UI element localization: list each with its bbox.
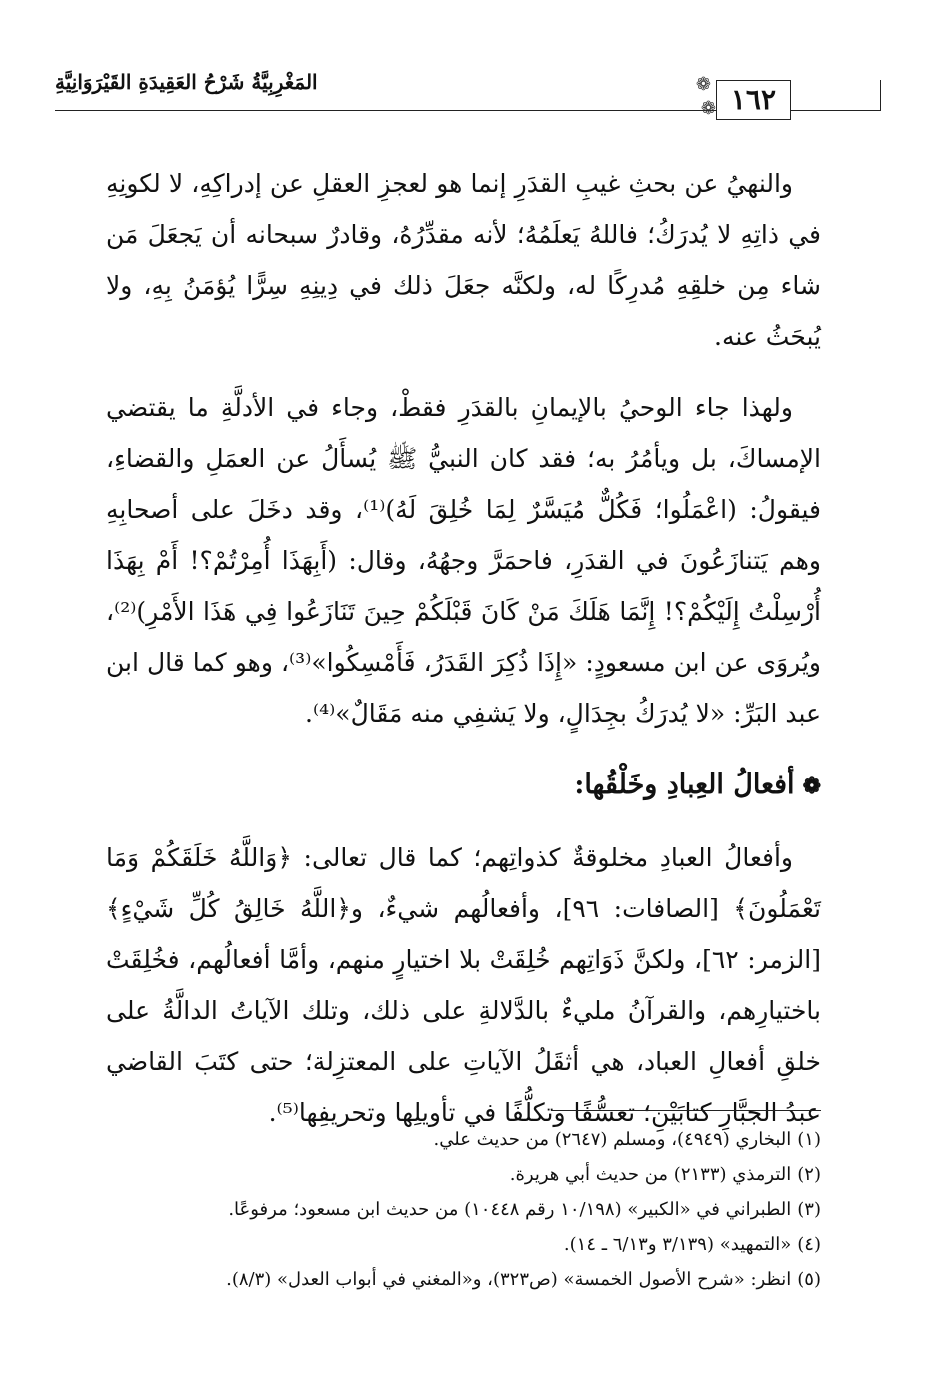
header-rule-edge	[880, 80, 881, 110]
footnote-item	[106, 1157, 821, 1192]
heading-ornament-icon: ❁	[802, 773, 821, 799]
paragraph: ولهذا جاء الوحيُ بالإيمانِ بالقدَرِ فقطْ، وجاء في الأدلَّةِ ما يقتضي الإمساكَ، بل ويأمُرُ به؛ فقد كان النبيُّ ﷺ يُسأَلُ عن العمَلِ والقضاءِ، فيقولُ: (اعْمَلُوا؛ فَكُلٌّ مُيَسَّرٌ لِمَا خُلِقَ لَهُ)⁽¹⁾، وقد دخَلَ على أصحابِهِ وهم يَتنازَعُونَ في القدَرِ، فاحمَرَّ وجهُهُ، وقال: (أَبِهَذَا أُمِرْتُمْ؟! أَمْ بِهَذَا أُرْسِلْتُ إِلَيْكُمْ؟! إِنَّمَا هَلَكَ مَنْ كَانَ قَبْلَكُمْ حِينَ تَنَازَعُوا فِي هَذَا الأَمْرِ)⁽²⁾، ويُروَى عن ابن مسعودٍ: «إِذَا ذُكِرَ القَدَرُ، فَأَمْسِكُوا»⁽³⁾، وهو كما قال ابن عبد البَرِّ: «لا يُدرَكُ بجِدَالٍ، ولا يَشفِي منه مَقَالٌ»⁽⁴⁾.	[106, 393, 822, 728]
section-heading-text: أفعالُ العِبادِ وخَلْقُها:	[574, 769, 795, 800]
section-heading	[106, 759, 821, 812]
main-text	[106, 158, 821, 1158]
footnote-item	[106, 1192, 821, 1227]
page-number: ١٦٢	[716, 80, 791, 120]
page-header	[55, 70, 881, 128]
footnote-number: (٢)	[797, 1164, 821, 1185]
paragraph: وأفعالُ العبادِ مخلوقةٌ كذواتِهم؛ كما قال تعالى: ﴿وَاللَّهُ خَلَقَكُمْ وَمَا تَعْمَلُونَ﴾ [الصافات: ٩٦]، وأفعالُهم شيءٌ، و﴿اللَّهُ خَالِقُ كُلِّ شَيْءٍ﴾ [الزمر: ٦٢]، ولكنَّ ذَوَاتِهم خُلِقَتْ بلا اختيارٍ منهم، وأمَّا أفعالُهم، فخُلِقَتْ باختيارِهم، والقرآنُ مليءٌ بالدَّلالةِ على ذلك، وتلك الآياتُ الدالَّةُ على خلقِ أفعالِ العباد، هي أثقَلُ الآياتِ على المعتزِلة؛ حتى كتَبَ القاضي عبدُ الجبَّارِ كتابَيْنِ؛ تعسُّفًا وتكلُّفًا في تأويلِها وتحريفِها⁽⁵⁾.	[106, 843, 822, 1127]
footnote-number: (٥)	[797, 1269, 821, 1290]
footnote-item	[106, 1262, 821, 1297]
footnote-text: الترمذي (٢١٣٣) من حديث أبي هريرة.	[509, 1164, 792, 1185]
ornament-icon: ❁	[700, 98, 716, 119]
footnote-text: «التمهيد» (٣/١٣٩ و٦/١٣ ـ ١٤).	[563, 1234, 792, 1255]
footnote-text: الطبراني في «الكبير» (١٠/١٩٨ رقم ١٠٤٤٨) من حديث ابن مسعود؛ مرفوعًا.	[228, 1199, 792, 1220]
paragraph: والنهيُ عن بحثِ غيبِ القدَرِ إنما هو لعجزِ العقلِ عن إدراكِهِ، لا لكونِهِ في ذاتِهِ لا يُدرَكُ؛ فاللهُ يَعلَمُهُ؛ لأنه مقدِّرُهُ، وقادرٌ سبحانه أن يَجعَلَ مَن شاء مِن خلقِهِ مُدرِكًا له، ولكنَّه جعَلَ ذلك في دِينِهِ سِرًّا يُؤمَنُ بِهِ، ولا يُبحَثُ عنه.	[106, 169, 821, 351]
footnote-item	[106, 1122, 821, 1157]
footnote-number: (١)	[797, 1129, 821, 1150]
footnote-separator	[551, 1110, 821, 1111]
footnotes	[106, 1122, 821, 1297]
footnote-number: (٣)	[797, 1199, 821, 1220]
footnote-number: (٤)	[797, 1234, 821, 1255]
running-title: المَغْرِبِيَّةُ شَرْحُ العَقِيدَةِ القَيْرَوَانِيَّةِ	[55, 70, 318, 94]
ornament-icon: ❁	[695, 74, 711, 95]
footnote-item	[106, 1227, 821, 1262]
footnote-text: انظر: «شرح الأصول الخمسة» (ص٣٢٣)، و«المغني في أبواب العدل» (٨/٣).	[226, 1269, 792, 1290]
footnote-text: البخاري (٤٩٤٩)، ومسلم (٢٦٤٧) من حديث علي.	[433, 1129, 792, 1150]
